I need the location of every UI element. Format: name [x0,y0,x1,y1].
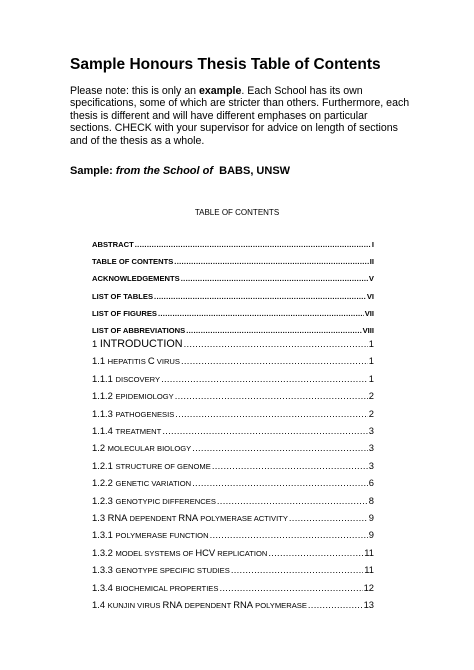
toc-page-number: 13 [363,599,374,610]
toc-entry-title [92,599,307,610]
toc-entry-text: MODEL SYSTEMS OF [115,548,196,558]
toc-entry-text: DEPENDENT [127,514,179,523]
toc-front-matter-row [92,309,374,318]
dot-leader [219,582,362,593]
toc-entry-number: 1.1.2 [92,390,116,402]
sample-italic: from the School of [115,165,214,177]
toc-entry-text: C [147,355,155,367]
toc-entry-title [92,495,216,506]
toc-page-number: VIII [362,326,374,335]
toc-front-matter-row [92,326,374,335]
toc-entry-number: 1.2.2 [92,477,116,489]
toc-entry-text: REPLICATION [215,548,268,558]
toc-entry-text: POLYMERASE ACTIVITY [198,514,288,523]
toc-entry-title [92,529,209,540]
toc-page-number: 1 [368,338,374,349]
toc-page-number: 6 [368,477,374,489]
toc-entry-row [92,460,374,471]
toc-front-matter-row [92,274,374,283]
dot-leader [212,460,368,471]
toc-entry-number: 1.1 [92,355,108,367]
toc-entry-text: GENETIC VARIATION [115,479,192,489]
toc-heading: TABLE OF CONTENTS [194,208,280,217]
toc-entry-row [92,512,374,523]
toc-page-number: I [371,240,374,249]
toc-entry-text: DISCOVERY [115,374,161,384]
sample-school: BABS, UNSW [219,165,291,177]
toc-entry-row [92,373,374,384]
toc-page-number: 11 [364,546,374,558]
toc-entry-row [92,529,374,540]
toc-page-number: V [368,274,374,284]
toc-entry-number: 1.2.3 [92,494,116,506]
toc-entry-number: 1.1.3 [92,407,116,419]
dot-leader [181,274,368,283]
toc-entry-row [92,582,374,593]
toc-page-number: 12 [363,581,374,593]
toc-entry-text: INTRODUCTION [99,338,183,350]
toc-entry-number: 1.1.1 [92,372,116,384]
intro-note [70,85,410,147]
toc-entry-title: LIST OF FIGURES [92,308,157,318]
sample-line [70,165,290,177]
dot-leader [217,495,368,506]
toc-page-number: 3 [368,425,374,436]
toc-entry-text: POLYMERASE [253,601,307,610]
toc-entry-text: RNA [162,599,183,610]
toc-entry-number: 1.3.4 [92,581,116,593]
dot-leader [192,477,368,488]
toc-page-number: 2 [368,390,374,402]
toc-entry-row [92,355,374,366]
dot-leader [231,564,363,575]
toc-page-number: II [369,257,374,267]
toc-entry-text: RNA [178,512,199,523]
toc-entry-number: 1.3.2 [92,546,116,558]
toc-entry-text: PATHOGENESIS [115,409,175,419]
toc-entry-title: LIST OF TABLES [92,291,154,301]
toc-entry-text: GENOTYPE SPECIFIC STUDIES [115,566,230,576]
dot-leader [162,425,367,436]
dot-leader [192,442,368,453]
toc-entry-title [92,390,174,401]
dot-leader [289,512,368,523]
toc-page-number: 9 [368,512,374,523]
toc-page-number: 11 [364,564,374,576]
toc-entry-title: ABSTRACT [92,240,134,249]
toc-entry-number: 1 [92,338,100,349]
toc-entry-number: 1.3.1 [92,529,116,541]
dot-leader [268,547,363,558]
toc-entry-text: EPIDEMIOLOGY [115,392,174,402]
dot-leader [175,390,368,401]
dot-leader [308,599,363,610]
toc-entry-title [92,582,218,593]
toc-entry-row [92,442,374,453]
toc-entry-title [92,408,174,419]
toc-entry-row [92,408,374,419]
toc-entry-title [92,547,267,558]
toc-front-matter-row [92,292,374,301]
toc-entry-title [92,564,230,575]
toc-entry-number: 1.3 [92,512,108,523]
toc-entry-title [92,355,180,366]
dot-leader [186,326,361,335]
toc-entry-row [92,495,374,506]
toc-entry-text: DEPENDENT [182,601,234,610]
toc-entry-title [92,460,211,471]
dot-leader [210,529,368,540]
toc-entry-text: GENOTYPIC DIFFERENCES [115,496,216,506]
toc-entry-text: VIRUS [154,357,180,367]
sample-label: Sample: [70,165,113,177]
toc-entry-row [92,547,374,558]
toc-entry-text: POLYMERASE FUNCTION [115,531,209,541]
dot-leader [174,257,368,266]
toc-entry-text: HEPATITIS [107,357,148,367]
toc-entry-number: 1.3.3 [92,564,116,576]
toc-entry-title [92,338,183,350]
note-text-end: . Each School has its own specifications, some of which are stricter than others. Furthermore, each thesis is different and will have different emphases on particular sections. CHECK with your supervisor for advice on length of sections and of the thesis as a whole. [70,85,410,147]
toc-entry-row [92,477,374,488]
dot-leader [181,355,368,366]
page-title: Sample Honours Thesis Table of Contents [70,56,381,73]
toc-page-number: 1 [368,372,374,384]
dot-leader [184,338,368,349]
toc-entry-text: RNA [107,512,128,523]
dot-leader [158,309,364,318]
toc-entry-title: TABLE OF CONTENTS [92,257,174,267]
toc-page-number: 2 [368,407,374,419]
dot-leader [175,408,368,419]
toc-entry-title [92,477,191,488]
toc-entry-title [92,512,288,523]
note-emphasis: example [198,85,242,97]
dot-leader [161,373,368,384]
toc-entry-title [92,373,160,384]
toc-entry-title: LIST OF ABBREVIATIONS [92,326,186,335]
toc-entry-number: 1.4 [92,599,108,610]
toc-entry-text: RNA [233,599,254,610]
toc-entry-text: MOLECULAR BIOLOGY [107,444,192,454]
toc-entry-row [92,425,374,436]
toc-entry-title: ACKNOWLEDGEMENTS [92,274,180,284]
toc-entry-text: STRUCTURE OF GENOME [115,461,211,471]
toc-entry-number: 1.2.1 [92,459,116,471]
toc-entry-row [92,564,374,575]
toc-page-number: 9 [368,529,374,541]
toc-page-number: 8 [368,494,374,506]
toc-entry-title [92,442,191,453]
toc-entry-row [92,390,374,401]
dot-leader [135,240,371,249]
toc-page-number: 1 [368,355,374,367]
toc-entry-row [92,599,374,610]
dot-leader [154,292,366,301]
toc-entry-title [92,425,161,436]
toc-entry-text: HCV [195,546,216,558]
toc-page-number: VII [364,308,374,318]
toc-entry-number: 1.1.4 [92,425,116,436]
toc-front-matter-row [92,240,374,249]
toc-page-number: 3 [368,442,374,454]
toc-page-number: 3 [368,459,374,471]
toc-front-matter-row [92,257,374,266]
toc-entry-text: KUNJIN VIRUS [107,601,163,610]
toc-entry-text: TREATMENT [115,427,162,436]
note-text-start: Please note: this is only an [70,85,199,97]
toc-entry-text: BIOCHEMICAL PROPERTIES [115,583,219,593]
toc-entry-number: 1.2 [92,442,108,454]
toc-entry-row [92,338,374,350]
toc-page-number: VI [366,291,374,301]
